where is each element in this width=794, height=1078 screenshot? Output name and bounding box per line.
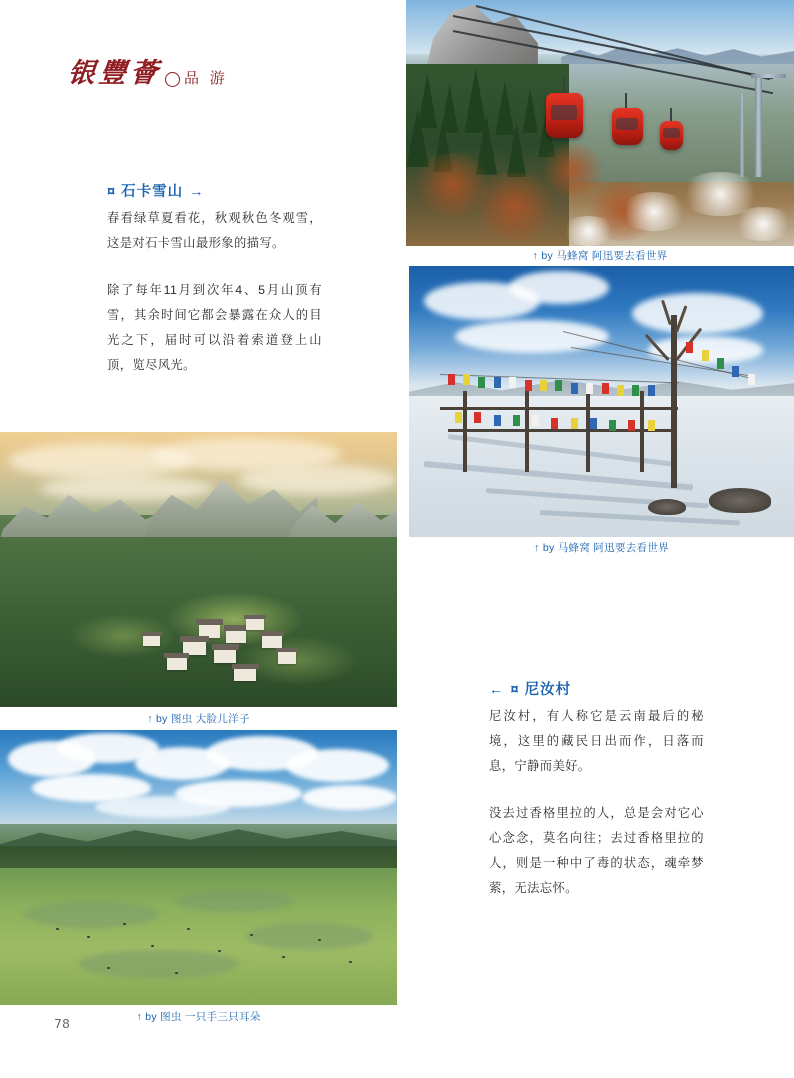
heading-mark-icon: ¤: [510, 682, 520, 698]
logo-circle-icon: [165, 72, 180, 87]
heading-shika-snow-mountain: [107, 180, 205, 201]
logo-main-text: 银豐薈: [66, 58, 163, 89]
article-body-shika: [107, 206, 322, 378]
cable-car-photo-caption: ↑ by 马蜂窝 阿迅要去看世界: [532, 250, 668, 262]
cable-car-photo: [406, 0, 794, 246]
paragraph: 尼汝村，有人称它是云南最后的秘境，这里的藏民日出而作，日落而息，宁静而美好。: [489, 709, 704, 773]
heading-niruo-village: [489, 678, 571, 699]
heading-mark-icon: ¤: [107, 184, 117, 200]
page-number: 78: [54, 1016, 70, 1031]
article-body-niruo: [489, 704, 704, 901]
village-photo: [0, 432, 397, 707]
heading-arrow-left-icon: ←: [489, 682, 505, 698]
prayer-flags-photo-caption: ↑ by 马蜂窝 阿迅要去看世界: [534, 542, 669, 554]
grassland-photo: [0, 730, 397, 1005]
grassland-photo-caption: ↑ by 图虫 一只手三只耳朵: [136, 1011, 261, 1023]
paragraph: 除了每年11月到次年4、5月山顶有雪，其余时间它都会暴露在众人的目光之下，届时可以沿着索道登上山顶，览尽风光。: [107, 283, 322, 372]
paragraph: 没去过香格里拉的人，总是会对它心心念念，莫名向往；去过香格里拉的人，则是一种中了毒的状态，魂牵梦萦，无法忘怀。: [489, 806, 704, 895]
heading-title: 尼汝村: [524, 682, 572, 698]
heading-arrow-right-icon: →: [189, 184, 205, 200]
magazine-logo: [68, 58, 368, 106]
prayer-flags-photo: [409, 266, 794, 537]
heading-title: 石卡雪山: [121, 184, 184, 200]
logo-sub-text: 品 游: [184, 69, 228, 87]
paragraph: 春看绿草夏看花，秋观秋色冬观雪，这是对石卡雪山最形象的描写。: [107, 211, 322, 250]
village-photo-caption: ↑ by 图虫 大脸儿洋子: [147, 713, 250, 725]
